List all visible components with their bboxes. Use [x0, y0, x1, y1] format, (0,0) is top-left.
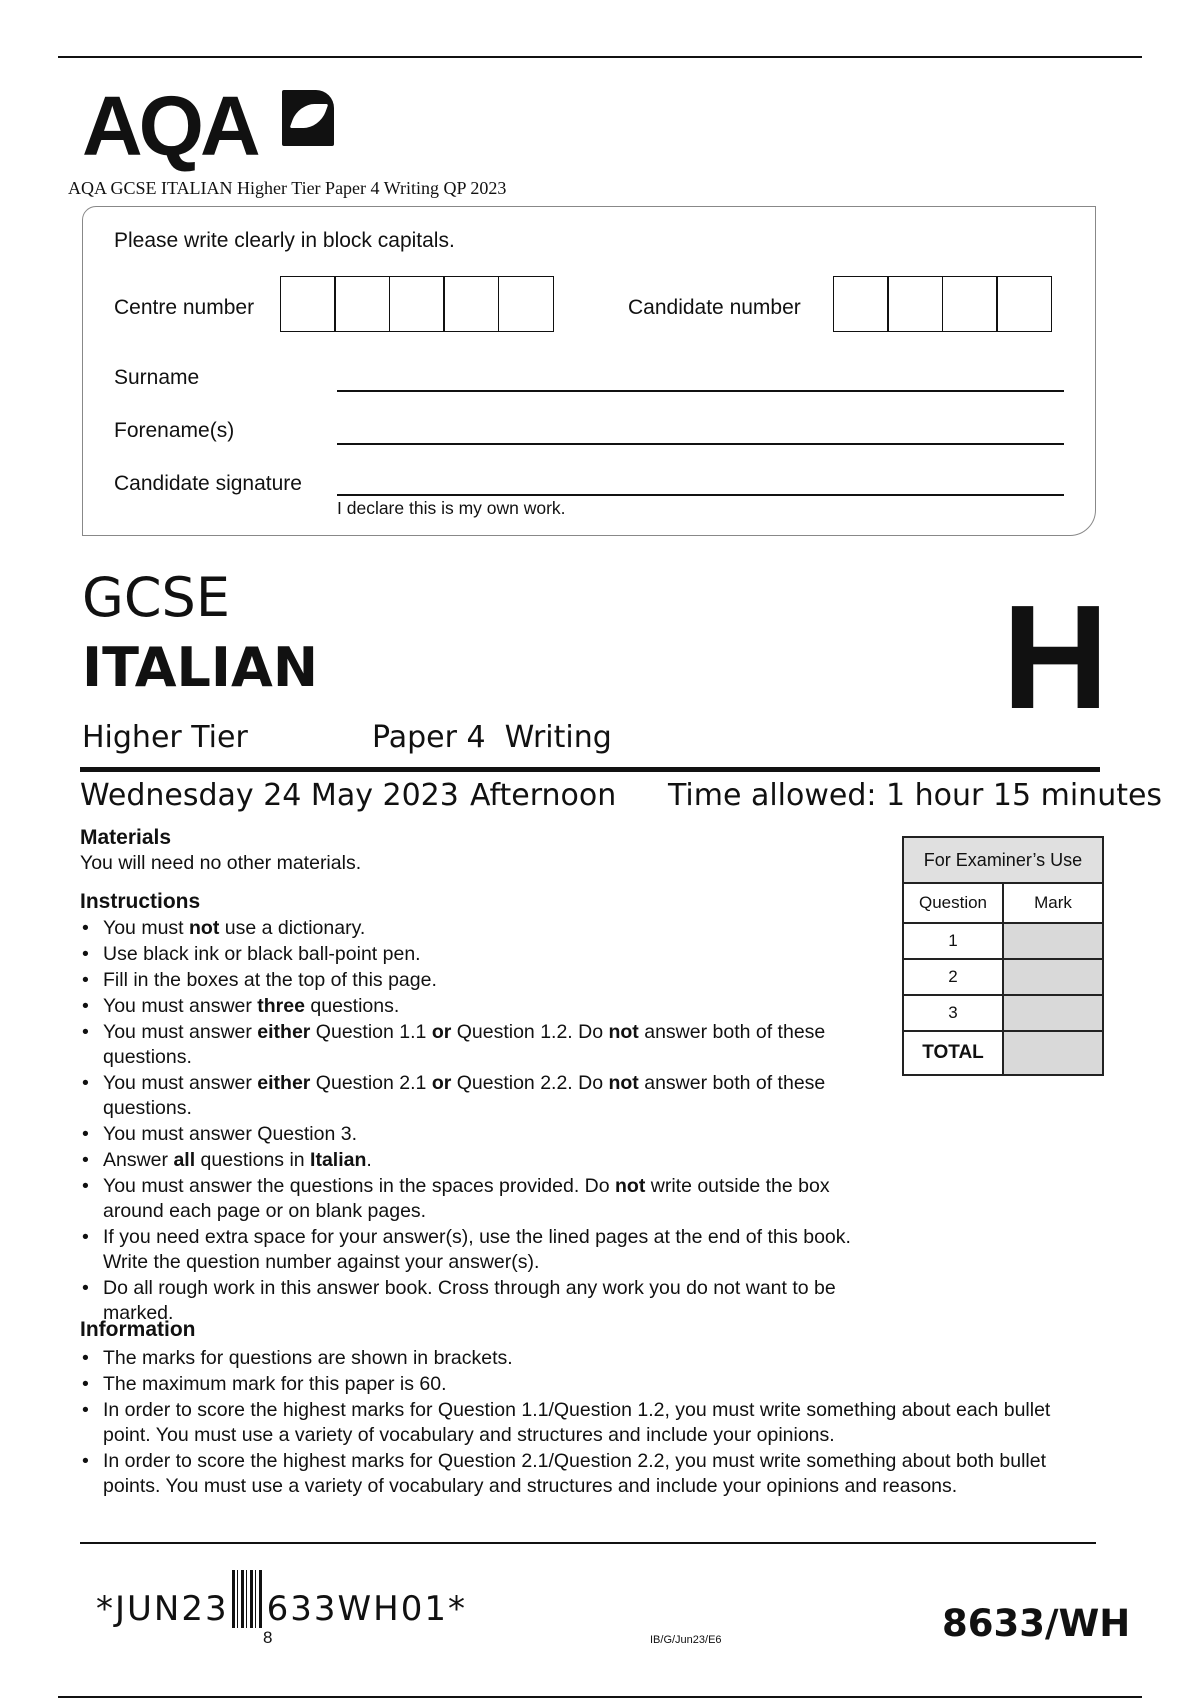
information-item: • The marks for questions are shown in brackets.	[80, 1346, 1090, 1371]
instruction-item: • Do all rough work in this answer book. Cross through any work you do not want to be marked.	[80, 1276, 860, 1326]
candidate-number-box[interactable]	[833, 276, 889, 332]
question-number: 1	[903, 923, 1003, 959]
candidate-number-box[interactable]	[942, 276, 998, 332]
title-rule	[80, 767, 1100, 772]
instruction-item: • Fill in the boxes at the top of this page.	[80, 968, 860, 993]
mark-cell[interactable]	[1003, 923, 1103, 959]
footer-rule	[80, 1542, 1096, 1544]
question-number: 2	[903, 959, 1003, 995]
mark-cell[interactable]	[1003, 995, 1103, 1031]
tier-letter: H	[1002, 575, 1109, 740]
document-caption: AQA GCSE ITALIAN Higher Tier Paper 4 Writing QP 2023	[68, 178, 507, 198]
examiner-table-title: For Examiner’s Use	[903, 837, 1103, 883]
aqa-leaf-icon	[282, 90, 334, 146]
question-column-header: Question	[903, 883, 1003, 923]
candidate-number-field[interactable]	[834, 276, 1052, 332]
materials-heading: Materials	[80, 826, 172, 849]
centre-number-label: Centre number	[114, 296, 255, 319]
information-item: • In order to score the highest marks for Question 1.1/Question 1.2, you must write something about each bullet point. You must use a variety of vocabulary and structures and include your opinions.	[80, 1398, 1090, 1448]
block-capitals-instruction: Please write clearly in block capitals.	[114, 229, 455, 252]
centre-number-box[interactable]	[389, 276, 445, 332]
information-item: • The maximum mark for this paper is 60.	[80, 1372, 1090, 1397]
instruction-item: • If you need extra space for your answer(s), use the lined pages at the end of this book. Write the question number against your answer(s).	[80, 1225, 860, 1275]
candidate-number-box[interactable]	[887, 276, 943, 332]
candidate-number-box[interactable]	[996, 276, 1052, 332]
instruction-item: • Answer all questions in Italian.	[80, 1148, 860, 1173]
aqa-logo	[82, 79, 257, 173]
materials-text: You will need no other materials.	[80, 852, 362, 874]
exam-date: Wednesday 24 May 2023	[80, 778, 459, 813]
information-list	[80, 1346, 1090, 1500]
tier-name: Higher Tier	[82, 720, 248, 755]
barcode-text-left: *JUN23	[96, 1589, 229, 1629]
paper-code: 8633/WH	[942, 1602, 1131, 1645]
instruction-item: • Use black ink or black ball-point pen.	[80, 942, 860, 967]
mark-cell[interactable]	[1003, 959, 1103, 995]
question-number: 3	[903, 995, 1003, 1031]
barcode-text-right: 633WH01*	[266, 1589, 467, 1629]
signature-label: Candidate signature	[114, 472, 302, 495]
instruction-item: • You must answer the questions in the spaces provided. Do not write outside the box around each page or on blank pages.	[80, 1174, 860, 1224]
centre-number-box[interactable]	[280, 276, 336, 332]
document-reference: IB/G/Jun23/E6	[650, 1634, 722, 1646]
bottom-rule	[58, 1696, 1142, 1698]
instruction-item: • You must not use a dictionary.	[80, 916, 860, 941]
centre-number-field[interactable]	[281, 276, 554, 332]
top-rule	[58, 56, 1142, 58]
instructions-list	[80, 916, 860, 1327]
candidate-number-label: Candidate number	[628, 296, 801, 319]
barcode	[96, 1570, 467, 1629]
centre-number-box[interactable]	[334, 276, 390, 332]
barcode-digit: 8	[263, 1628, 273, 1647]
forenames-label: Forename(s)	[114, 419, 235, 442]
information-item: • In order to score the highest marks for Question 2.1/Question 2.2, you must write something about both bullet points. You must use a variety of vocabulary and structures and include your opinions and reasons.	[80, 1449, 1090, 1499]
time-allowed: Time allowed: 1 hour 15 minutes	[668, 778, 1163, 813]
qualification-level: GCSE	[82, 566, 230, 629]
barcode-bars-icon	[232, 1570, 264, 1628]
instruction-item: • You must answer either Question 2.1 or Question 2.2. Do not answer both of these questions.	[80, 1071, 860, 1121]
declaration-text: I declare this is my own work.	[337, 498, 566, 518]
instruction-item: • You must answer either Question 1.1 or Question 1.2. Do not answer both of these questions.	[80, 1020, 860, 1070]
forenames-line[interactable]	[337, 443, 1064, 445]
centre-number-box[interactable]	[443, 276, 499, 332]
subject-title: ITALIAN	[82, 636, 319, 699]
signature-line[interactable]	[337, 494, 1064, 496]
information-heading: Information	[80, 1318, 196, 1341]
total-label: TOTAL	[903, 1031, 1003, 1075]
examiner-use-table	[902, 836, 1104, 1076]
instruction-item: • You must answer Question 3.	[80, 1122, 860, 1147]
paper-name: Paper 4 Writing	[372, 720, 612, 755]
instructions-heading: Instructions	[80, 890, 201, 913]
aqa-logo-text: AQA	[82, 79, 257, 173]
surname-line[interactable]	[337, 390, 1064, 392]
total-mark-cell[interactable]	[1003, 1031, 1103, 1075]
exam-session: Afternoon	[470, 778, 617, 813]
instruction-item: • You must answer three questions.	[80, 994, 860, 1019]
surname-label: Surname	[114, 366, 200, 389]
centre-number-box[interactable]	[498, 276, 554, 332]
mark-column-header: Mark	[1003, 883, 1103, 923]
